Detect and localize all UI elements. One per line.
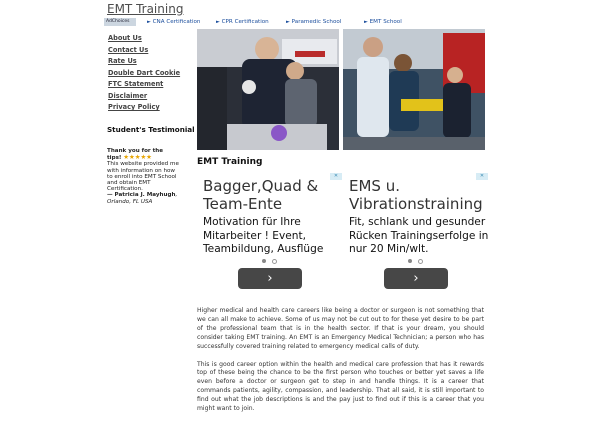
- carousel-dot[interactable]: [418, 259, 423, 264]
- close-icon[interactable]: ✕: [476, 173, 488, 180]
- triangle-right-icon: ►: [364, 19, 368, 25]
- testimonial-author: — Patricia J. Mayhugh: [107, 192, 176, 199]
- ad-link-label: CPR Certification: [221, 19, 269, 25]
- ad-link-emt[interactable]: [364, 19, 402, 25]
- ad-unit-2[interactable]: [343, 173, 488, 291]
- sidebar-item-contact-us[interactable]: Contact Us: [108, 45, 149, 54]
- emt-photo-ambulance-crew: [197, 29, 339, 150]
- article-paragraph: This is good career option within the health and medical care profession that has it rewards top of these being the chance to be the first person who touches or better yet saves a life even before a doctor or surgeon get to step in and handle things. It is a career that commands patients, agility, compassion, and leadership. That all said, it is still important to find out what the job descriptions is and the pay just to find out if this is a career that you might want to join.: [197, 360, 484, 413]
- sidebar-item-privacy-policy[interactable]: Privacy Policy: [108, 103, 160, 111]
- testimonial-title: Thank you for the tips!: [107, 148, 164, 162]
- sidebar-item-double-dart-cookie[interactable]: Double Dart Cookie: [108, 68, 181, 77]
- ad-link-label: CNA Certification: [152, 19, 201, 25]
- carousel-dot-active[interactable]: [262, 259, 266, 263]
- page-title: EMT Training: [197, 157, 263, 167]
- close-icon[interactable]: ✕: [330, 173, 342, 180]
- ad-next-button[interactable]: [384, 268, 448, 289]
- article-body: [197, 307, 484, 423]
- ad-link-cna[interactable]: [147, 19, 200, 25]
- ad-body: Fit, schlank und gesunder Rücken Trainingserfolge in nur 20 Min/wlt.: [349, 216, 489, 255]
- testimonial-heading: Student's Testimonial: [107, 125, 195, 134]
- sidebar-item-ftc-statement[interactable]: FTC Statement: [108, 80, 164, 88]
- ad-headline[interactable]: EMS u. Vibrationstraining: [349, 177, 483, 213]
- carousel-dot-active[interactable]: [408, 259, 412, 263]
- ad-link-label: EMT School: [369, 19, 402, 25]
- site-title[interactable]: EMT Training: [107, 2, 184, 16]
- ad-link-label: Paramedic School: [291, 19, 342, 25]
- sidebar-item-about-us[interactable]: About Us: [108, 34, 142, 42]
- emt-photo-stretcher: [343, 29, 485, 150]
- carousel-dots: [408, 259, 428, 265]
- triangle-right-icon: ►: [147, 19, 151, 25]
- carousel-dot[interactable]: [272, 259, 277, 264]
- chevron-right-icon: ›: [413, 271, 419, 286]
- ad-link-paramedic[interactable]: [286, 19, 341, 25]
- sidebar-item-rate-us[interactable]: Rate Us: [108, 57, 137, 65]
- sidebar-nav: [108, 34, 188, 115]
- ad-link-cpr[interactable]: [216, 19, 269, 25]
- sidebar-item-disclaimer[interactable]: Disclaimer: [108, 91, 148, 100]
- chevron-right-icon: ›: [267, 271, 273, 286]
- ad-headline[interactable]: Bagger,Quad & Team-Ente: [203, 177, 319, 213]
- ad-link-bar: [104, 18, 584, 28]
- rating-stars-icon: ★★★★★: [123, 153, 152, 162]
- carousel-dots: [262, 259, 282, 265]
- article-paragraph: Higher medical and health care careers like being a doctor or surgeon is not something that we can all make to achieve. Some of us may not be cut out to for these yet desire to be part of the professional team that is in the health sector. If that is your dream, you should consider taking EMT training. An EMT is an Emergency Medical Technician; a person who has successfully covered training related to emergency medical calls of duty.: [197, 307, 484, 350]
- testimonial-body: This website provided me with information on how to enroll into EMT School and obtain EMT Certification.: [107, 161, 179, 193]
- triangle-right-icon: ►: [216, 19, 220, 25]
- triangle-right-icon: ►: [286, 19, 290, 25]
- ad-body: Motivation für Ihre Mitarbeiter ! Event, Teambildung, Ausflüge: [203, 216, 324, 255]
- ad-next-button[interactable]: [238, 268, 302, 289]
- testimonial-location: , Orlando, FL USA: [107, 192, 178, 205]
- ad-unit-1[interactable]: [197, 173, 342, 291]
- adchoices-badge[interactable]: AdChoices: [104, 18, 136, 26]
- testimonial: [107, 148, 179, 205]
